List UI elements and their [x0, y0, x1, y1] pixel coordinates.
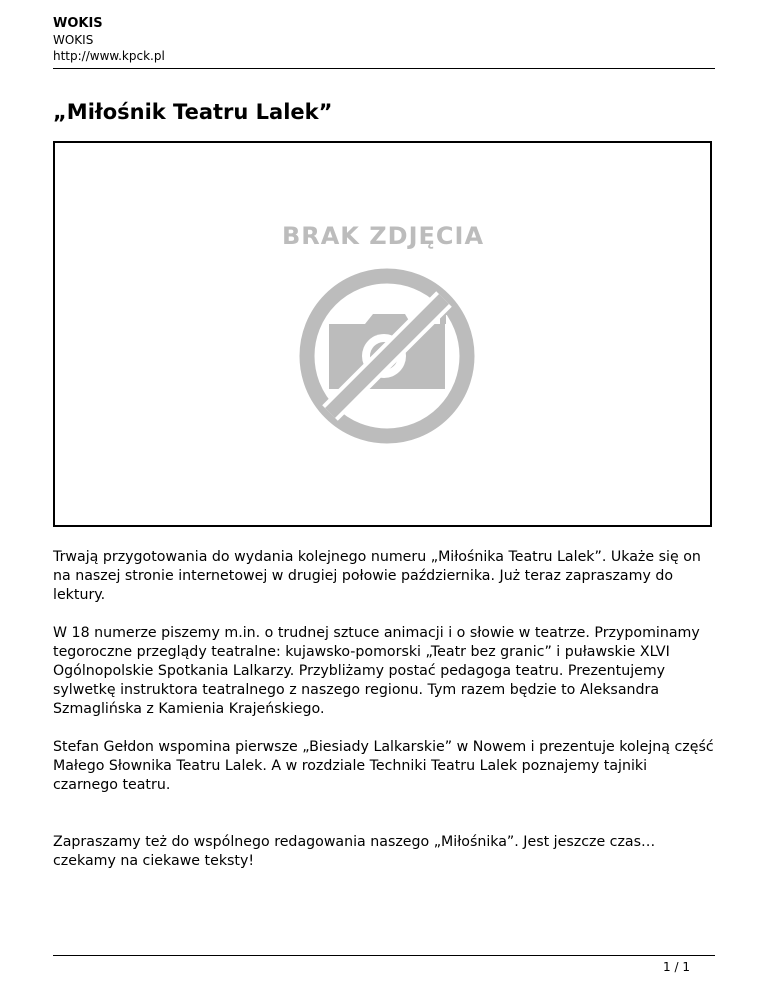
article-title: „Miłośnik Teatru Lalek” — [53, 100, 333, 124]
footer-divider — [53, 955, 715, 956]
no-photo-camera-icon — [55, 143, 710, 525]
header-divider — [53, 68, 715, 69]
article-image-placeholder — [53, 141, 712, 527]
paragraph: Zapraszamy też do wspólnego redagowania naszego „Miłośnika”. Jest jeszcze czas… czekamy na ciekawe teksty! — [53, 834, 656, 869]
document-header — [53, 16, 715, 64]
article-body — [53, 548, 715, 890]
org-url[interactable]: http://www.kpck.pl — [53, 49, 165, 63]
paragraph: Trwają przygotowania do wydania kolejnego numeru „Miłośnika Teatru Lalek”. Ukaże się on na naszej stronie internetowej w drugiej połowie października. Już teraz zapraszamy do lektury. — [53, 549, 701, 603]
paragraph: W 18 numerze piszemy m.in. o trudnej sztuce animacji i o słowie w teatrze. Przypominamy tegoroczne przeglądy teatralne: kujawsko-pomorski „Teatr bez granic” i puławskie XLVI Ogólnopolskie Spotkania Lalkarzy. Przybliżamy postać pedagoga teatru. Prezentujemy sylwetkę instruktora teatralnego z naszego regionu. Tym razem będzie to Aleksandra Szmaglińska z Kamienia Krajeńskiego. — [53, 625, 700, 717]
paragraph: Stefan Gełdon wspomina pierwsze „Biesiady Lalkarskie” w Nowem i prezentuje kolejną część Małego Słownika Teatru Lalek. A w rozdziale Techniki Teatru Lalek poznajemy tajniki czarnego teatru. — [53, 739, 714, 793]
org-subtitle: WOKIS — [53, 33, 94, 47]
org-name: WOKIS — [53, 16, 103, 31]
placeholder-label: BRAK ZDJĘCIA — [281, 222, 485, 250]
page-indicator: 1 / 1 — [663, 960, 690, 974]
